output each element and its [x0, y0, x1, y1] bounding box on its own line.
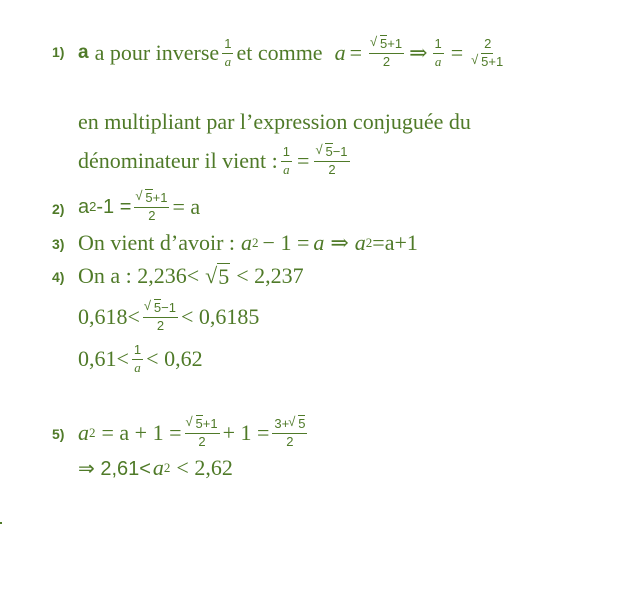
stray-dot	[0, 522, 2, 524]
frac-two-over-sqrt: 2 √ 5+1	[470, 37, 505, 70]
item-3-number: 3)	[52, 236, 65, 252]
item-3-line: On vient d’avoir : a 2 − 1 = a ⇒ a 2 =a+1	[78, 230, 418, 255]
item-4-line-2: 0,618< √ $\frac{5-1}{2}$ < 0,6185	[78, 294, 259, 340]
item-5-number: 5)	[52, 426, 65, 442]
frac-conjugate: √ $\frac{5-1}{2}$	[314, 145, 349, 178]
item-1-line-1: a a pour inverse $\frac{1}{a}$ et comme a = √ $\frac{5+1}{2}$ ⇒ $\frac{1}{a}$ = 2 √ 5+1	[78, 30, 508, 76]
frac-inverse-a: $\frac{1}{a}$	[224, 35, 232, 69]
frac-a-value: √ $\frac{5+1}{2}$	[369, 37, 404, 70]
item-4-line-1: On a : 2,236< √ 5 < 2,237	[78, 263, 304, 289]
item-1-text-b: et comme	[236, 40, 323, 65]
frac-conjugate-2: √ $\frac{5-1}{2}$	[143, 301, 178, 334]
item-2-number: 2)	[52, 201, 65, 217]
var-a: a	[334, 40, 346, 65]
frac-inverse-a-3: $\frac{1}{a}$	[282, 143, 291, 177]
item-4-number: 4)	[52, 269, 65, 285]
item-4-line-3: 0,61< $\frac{1}{a}$ < 0,62	[78, 341, 203, 375]
item-2-line: a 2 -1 = √ $\frac{5+1}{2}$ = a	[78, 184, 200, 230]
item-1-line-3: dénominateur il vient : $\frac{1}{a}$ = √ $\frac{5-1}{2}$	[78, 138, 353, 184]
frac-inverse-a-4: $\frac{1}{a}$	[133, 341, 142, 375]
item-1-text-a: a pour inverse	[94, 40, 220, 65]
item-5-line-2: ⇒ 2,61< a 2 < 2,62	[78, 455, 233, 480]
item-5-line-1: a 2 = a + 1 = √ $\frac{5+1}{2}$ + 1 = $\frac{3+√ 5}{2}$	[78, 410, 310, 456]
frac-three-plus-sqrt: $\frac{3+√ 5}{2}$	[272, 417, 307, 450]
item-1-number: 1)	[52, 44, 65, 60]
frac-a-value-3: √ $\frac{5+1}{2}$	[185, 417, 220, 450]
item-1-line-2: en multipliant par l’expression conjuguée du	[78, 109, 471, 134]
frac-a-value-2: √ $\frac{5+1}{2}$	[134, 191, 169, 224]
item-1-var: a	[78, 42, 89, 63]
frac-inverse-a-2: $\frac{1}{a}$	[434, 35, 442, 69]
sqrt-symbol: √	[205, 263, 218, 288]
